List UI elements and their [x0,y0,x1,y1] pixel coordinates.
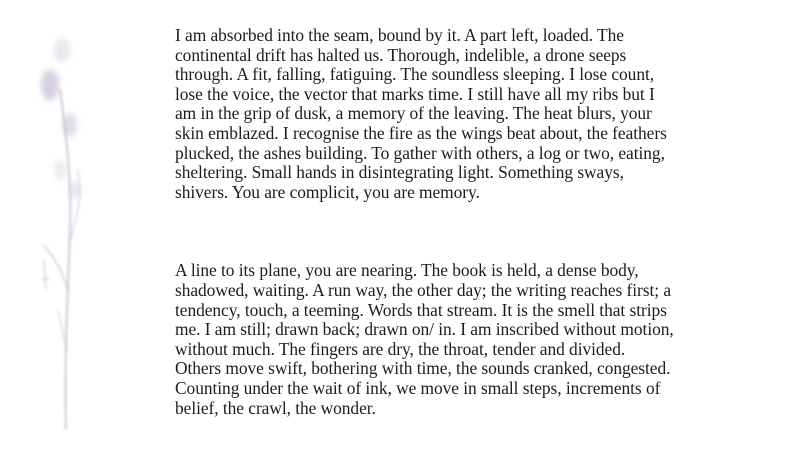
sprig-stems [42,90,80,430]
dried-flower-sprig-illustration [20,30,100,430]
poem-content [175,26,675,418]
poem-stanza-2: A line to its plane, you are nearing. The book is held, a dense body, shadowed, waiting. A run way, the other day; the writing reaches first; a tendency, touch, a teeming. Words that stream. It is the smell that strips me. I am still; drawn back; drawn on/ in. I am inscribed without motion, without much. The fingers are dry, the throat, tender and divided. Others move swift, bothering with time, the sounds cranked, congested. Counting under the wait of ink, we move in small steps, increments of belief, the crawl, the wonder. [175,260,674,418]
poem-stanza-1: I am absorbed into the seam, bound by it. A part left, loaded. The continental drift has halted us. Thorough, indelible, a drone seeps through. A fit, falling, fatiguing. The soundless sleeping. I lose count, lose the voice, the vector that marks time. I still have all my ribs but I am in the grip of dusk, a memory of the leaving. The heat blurs, your skin emblazed. I recognise the fire as the wings beat about, the feathers plucked, the ashes building. To gather with others, a log or two, eating, sheltering. Small hands in disintegrating light. Something sways, shivers. You are complicit, you are memory. [175,25,667,202]
sprig-buds [41,38,80,199]
